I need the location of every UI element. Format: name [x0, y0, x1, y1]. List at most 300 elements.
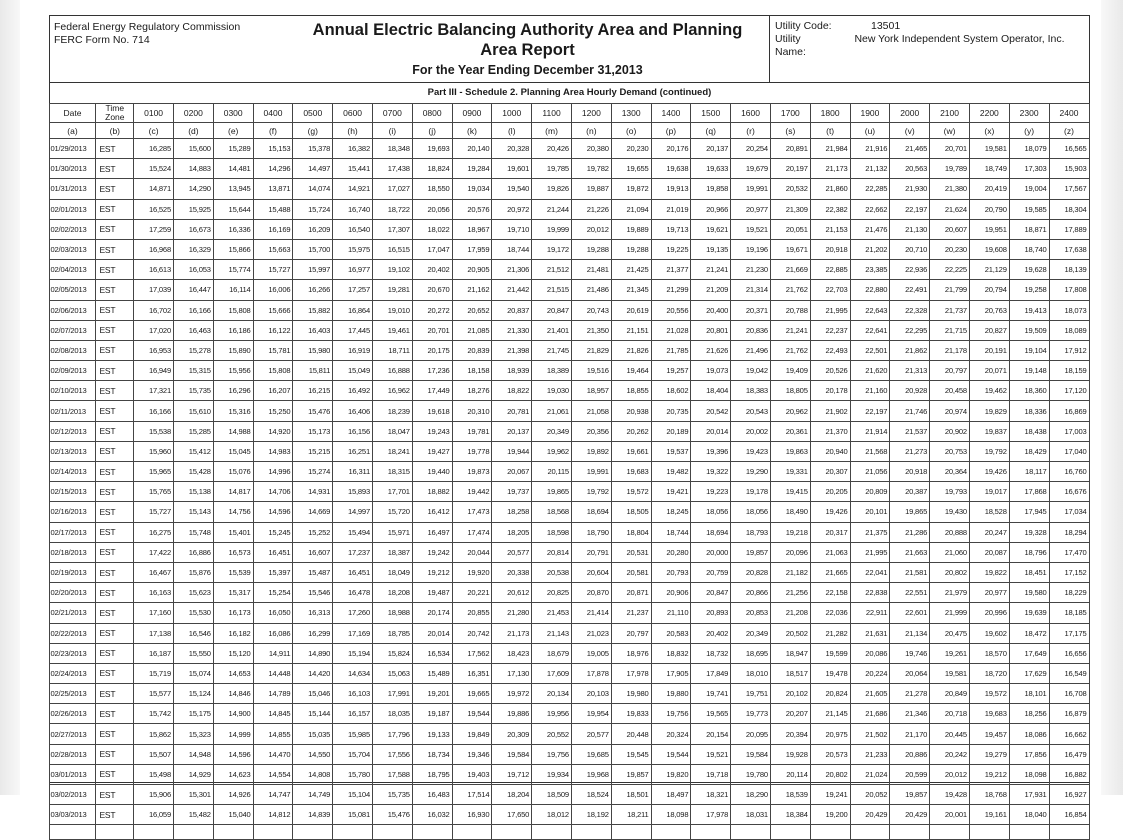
- demand-cell: 19,544: [452, 704, 492, 724]
- utility-code-label: Utility Code:: [775, 20, 832, 32]
- demand-cell: 20,797: [611, 623, 651, 643]
- empty-cell: [890, 825, 930, 840]
- demand-cell: 15,742: [134, 704, 174, 724]
- demand-cell: 20,975: [810, 724, 850, 744]
- demand-cell: 20,317: [810, 522, 850, 542]
- demand-cell: 20,189: [651, 421, 691, 441]
- demand-cell: 19,972: [492, 684, 532, 704]
- time-zone-cell: EST: [96, 260, 134, 280]
- demand-cell: 15,765: [134, 482, 174, 502]
- date-cell: 02/20/2013: [49, 583, 96, 603]
- demand-cell: 20,394: [770, 724, 810, 744]
- date-cell: 02/04/2013: [49, 260, 96, 280]
- demand-cell: 22,225: [930, 260, 970, 280]
- demand-cell: 21,476: [850, 219, 890, 239]
- demand-cell: 15,144: [293, 704, 333, 724]
- demand-cell: 20,763: [969, 300, 1009, 320]
- demand-cell: 16,854: [1049, 805, 1089, 825]
- demand-cell: 20,419: [969, 179, 1009, 199]
- demand-cell: 14,074: [293, 179, 333, 199]
- column-header: 2400: [1049, 104, 1089, 123]
- demand-cell: 20,753: [930, 441, 970, 461]
- demand-cell: 20,619: [611, 300, 651, 320]
- table-row: [49, 340, 1089, 360]
- demand-cell: 20,371: [731, 300, 771, 320]
- demand-cell: 15,175: [173, 704, 213, 724]
- demand-cell: 19,212: [969, 764, 1009, 784]
- demand-cell: 19,196: [731, 239, 771, 259]
- demand-cell: 19,822: [969, 562, 1009, 582]
- demand-cell: 21,170: [890, 724, 930, 744]
- demand-cell: 19,718: [691, 764, 731, 784]
- demand-cell: 17,236: [412, 361, 452, 381]
- demand-cell: 16,186: [213, 320, 253, 340]
- demand-cell: 14,554: [253, 764, 293, 784]
- demand-cell: 20,809: [850, 482, 890, 502]
- empty-cell: [412, 825, 452, 840]
- demand-cell: 15,317: [213, 583, 253, 603]
- demand-cell: 18,988: [372, 603, 412, 623]
- demand-cell: 16,285: [134, 139, 174, 159]
- demand-cell: 15,960: [134, 441, 174, 461]
- demand-cell: 16,032: [412, 805, 452, 825]
- demand-cell: 18,939: [492, 361, 532, 381]
- demand-cell: 19,608: [969, 239, 1009, 259]
- demand-cell: 19,661: [611, 441, 651, 461]
- demand-cell: 15,862: [134, 724, 174, 744]
- demand-cell: 14,749: [293, 785, 333, 805]
- demand-cell: 18,570: [969, 643, 1009, 663]
- empty-cell: [173, 825, 213, 840]
- demand-cell: 17,588: [372, 764, 412, 784]
- demand-cell: 15,046: [293, 684, 333, 704]
- demand-cell: 19,102: [372, 260, 412, 280]
- demand-cell: 21,143: [532, 623, 572, 643]
- demand-cell: 19,178: [731, 482, 771, 502]
- demand-cell: 19,954: [571, 704, 611, 724]
- demand-cell: 20,205: [810, 482, 850, 502]
- date-cell: 03/02/2013: [49, 785, 96, 805]
- demand-cell: 19,685: [571, 744, 611, 764]
- column-letter: (v): [890, 123, 930, 139]
- demand-cell: 18,208: [372, 583, 412, 603]
- demand-cell: 21,686: [850, 704, 890, 724]
- demand-cell: 20,087: [969, 542, 1009, 562]
- demand-cell: 19,288: [571, 239, 611, 259]
- demand-cell: 14,999: [213, 724, 253, 744]
- demand-cell: 19,693: [412, 139, 452, 159]
- demand-cell: 19,581: [969, 139, 1009, 159]
- date-cell: 03/03/2013: [49, 805, 96, 825]
- demand-cell: 16,122: [253, 320, 293, 340]
- demand-cell: 18,159: [1049, 361, 1089, 381]
- demand-cell: 16,702: [134, 300, 174, 320]
- demand-cell: 20,556: [651, 300, 691, 320]
- demand-cell: 18,056: [731, 502, 771, 522]
- demand-cell: 17,638: [1049, 239, 1089, 259]
- demand-cell: 19,462: [969, 381, 1009, 401]
- demand-cell: 19,712: [492, 764, 532, 784]
- demand-cell: 22,197: [890, 199, 930, 219]
- time-zone-cell: EST: [96, 462, 134, 482]
- demand-cell: 20,710: [890, 239, 930, 259]
- demand-cell: 15,245: [253, 522, 293, 542]
- demand-cell: 19,887: [571, 179, 611, 199]
- demand-cell: 18,749: [969, 159, 1009, 179]
- demand-cell: 15,323: [173, 724, 213, 744]
- demand-cell: 19,331: [770, 462, 810, 482]
- demand-cell: 20,607: [930, 219, 970, 239]
- empty-cell: [810, 825, 850, 840]
- demand-cell: 19,427: [412, 441, 452, 461]
- demand-cell: 21,375: [850, 522, 890, 542]
- demand-cell: 18,793: [731, 522, 771, 542]
- empty-cell: [969, 825, 1009, 840]
- table-row: [49, 724, 1089, 744]
- demand-cell: 18,276: [452, 381, 492, 401]
- demand-cell: 20,977: [731, 199, 771, 219]
- demand-cell: 21,028: [651, 320, 691, 340]
- demand-cell: 16,879: [1049, 704, 1089, 724]
- time-zone-cell: EST: [96, 139, 134, 159]
- demand-cell: 18,205: [492, 522, 532, 542]
- demand-cell: 16,886: [173, 542, 213, 562]
- table-row: [49, 522, 1089, 542]
- column-header: 1900: [850, 104, 890, 123]
- demand-cell: 15,254: [253, 583, 293, 603]
- demand-cell: 17,856: [1009, 744, 1049, 764]
- demand-cell: 16,573: [213, 542, 253, 562]
- demand-cell: 20,604: [571, 562, 611, 582]
- demand-cell: 20,599: [890, 764, 930, 784]
- ferc-form-page: [49, 15, 1090, 820]
- demand-cell: 18,804: [611, 522, 651, 542]
- demand-cell: 20,014: [412, 623, 452, 643]
- demand-cell: 19,288: [611, 239, 651, 259]
- demand-cell: 14,296: [253, 159, 293, 179]
- column-letter: (g): [293, 123, 333, 139]
- demand-cell: 19,516: [571, 361, 611, 381]
- demand-cell: 18,321: [691, 785, 731, 805]
- demand-cell: 15,546: [293, 583, 333, 603]
- demand-cell: 21,663: [890, 542, 930, 562]
- demand-cell: 19,889: [611, 219, 651, 239]
- demand-cell: 21,273: [890, 441, 930, 461]
- demand-cell: 20,064: [890, 663, 930, 683]
- demand-cell: 20,905: [452, 260, 492, 280]
- demand-cell: 20,402: [412, 260, 452, 280]
- time-zone-cell: EST: [96, 179, 134, 199]
- demand-cell: 15,903: [1049, 159, 1089, 179]
- demand-cell: 18,438: [1009, 421, 1049, 441]
- demand-cell: 20,262: [611, 421, 651, 441]
- demand-cell: 20,000: [691, 542, 731, 562]
- demand-cell: 16,525: [134, 199, 174, 219]
- demand-cell: 16,207: [253, 381, 293, 401]
- time-zone-cell: EST: [96, 340, 134, 360]
- demand-cell: 20,221: [452, 583, 492, 603]
- demand-cell: 20,224: [850, 663, 890, 683]
- demand-cell: 18,360: [1009, 381, 1049, 401]
- demand-cell: 19,328: [1009, 522, 1049, 542]
- demand-cell: 19,565: [691, 704, 731, 724]
- demand-cell: 15,780: [333, 764, 373, 784]
- date-cell: 02/07/2013: [49, 320, 96, 340]
- demand-cell: 21,999: [930, 603, 970, 623]
- demand-cell: 21,370: [810, 421, 850, 441]
- demand-cell: 19,034: [452, 179, 492, 199]
- time-zone-cell: EST: [96, 764, 134, 784]
- demand-cell: 16,163: [134, 583, 174, 603]
- demand-cell: 19,781: [452, 421, 492, 441]
- demand-cell: 20,328: [492, 139, 532, 159]
- demand-cell: 20,002: [731, 421, 771, 441]
- demand-cell: 20,790: [969, 199, 1009, 219]
- demand-cell: 21,286: [890, 522, 930, 542]
- demand-cell: 19,290: [731, 462, 771, 482]
- demand-cell: 19,751: [731, 684, 771, 704]
- demand-cell: 15,081: [333, 805, 373, 825]
- demand-cell: 20,426: [532, 139, 572, 159]
- date-cell: 02/11/2013: [49, 401, 96, 421]
- demand-cell: 20,402: [691, 623, 731, 643]
- demand-cell: 19,442: [452, 482, 492, 502]
- demand-cell: 21,465: [890, 139, 930, 159]
- demand-cell: 18,805: [770, 381, 810, 401]
- demand-cell: 14,448: [253, 663, 293, 683]
- demand-cell: 16,534: [412, 643, 452, 663]
- demand-cell: 18,117: [1009, 462, 1049, 482]
- demand-cell: 19,886: [492, 704, 532, 724]
- demand-cell: 20,701: [412, 320, 452, 340]
- demand-cell: 21,995: [810, 300, 850, 320]
- demand-cell: 15,975: [333, 239, 373, 259]
- demand-cell: 15,735: [173, 381, 213, 401]
- scan-margin-right: [1101, 0, 1123, 795]
- demand-cell: 21,453: [532, 603, 572, 623]
- date-cell: 02/28/2013: [49, 744, 96, 764]
- demand-cell: 18,086: [1009, 724, 1049, 744]
- table-row: [49, 219, 1089, 239]
- demand-cell: 20,759: [691, 562, 731, 582]
- demand-cell: 22,382: [810, 199, 850, 219]
- date-cell: 01/31/2013: [49, 179, 96, 199]
- demand-cell: 21,377: [651, 260, 691, 280]
- demand-cell: 21,129: [969, 260, 1009, 280]
- demand-cell: 19,010: [372, 300, 412, 320]
- empty-cell: [731, 825, 771, 840]
- demand-cell: 17,321: [134, 381, 174, 401]
- demand-cell: 17,649: [1009, 643, 1049, 663]
- demand-cell: 21,233: [850, 744, 890, 764]
- demand-cell: 14,890: [293, 643, 333, 663]
- demand-cell: 15,035: [293, 724, 333, 744]
- demand-cell: 19,243: [412, 421, 452, 441]
- demand-cell: 19,638: [651, 159, 691, 179]
- demand-cell: 20,134: [532, 684, 572, 704]
- demand-cell: 20,272: [412, 300, 452, 320]
- demand-cell: 16,968: [134, 239, 174, 259]
- demand-cell: 21,401: [532, 320, 572, 340]
- demand-cell: 18,796: [1009, 542, 1049, 562]
- demand-cell: 20,001: [930, 805, 970, 825]
- column-header: 0100: [134, 104, 174, 123]
- demand-cell: 18,241: [372, 441, 412, 461]
- date-cell: 01/30/2013: [49, 159, 96, 179]
- demand-cell: 20,962: [770, 401, 810, 421]
- demand-cell: 14,983: [253, 441, 293, 461]
- demand-cell: 19,793: [930, 482, 970, 502]
- demand-cell: 21,715: [930, 320, 970, 340]
- column-header: 1500: [691, 104, 731, 123]
- demand-cell: 20,581: [611, 562, 651, 582]
- demand-cell: 17,474: [452, 522, 492, 542]
- demand-cell: 21,581: [890, 562, 930, 582]
- demand-cell: 15,040: [213, 805, 253, 825]
- table-row: [49, 381, 1089, 401]
- table-row: [49, 159, 1089, 179]
- date-cell: 02/18/2013: [49, 542, 96, 562]
- demand-cell: 17,120: [1049, 381, 1089, 401]
- demand-cell: 18,404: [691, 381, 731, 401]
- demand-cell: 20,940: [810, 441, 850, 461]
- demand-cell: 17,849: [691, 663, 731, 683]
- demand-cell: 21,502: [850, 724, 890, 744]
- demand-cell: 18,315: [372, 462, 412, 482]
- column-letter: (h): [333, 123, 373, 139]
- demand-cell: 20,140: [452, 139, 492, 159]
- demand-cell: 19,415: [770, 482, 810, 502]
- demand-cell: 19,639: [1009, 603, 1049, 623]
- demand-cell: 20,115: [532, 462, 572, 482]
- empty-cell: [1009, 825, 1049, 840]
- demand-cell: 16,613: [134, 260, 174, 280]
- demand-cell: 15,700: [293, 239, 333, 259]
- demand-cell: 21,486: [571, 280, 611, 300]
- demand-cell: 21,226: [571, 199, 611, 219]
- demand-cell: 15,138: [173, 482, 213, 502]
- table-row: [49, 623, 1089, 643]
- demand-cell: 16,336: [213, 219, 253, 239]
- demand-cell: 15,727: [134, 502, 174, 522]
- demand-cell: 21,256: [770, 583, 810, 603]
- demand-cell: 17,438: [372, 159, 412, 179]
- demand-cell: 19,409: [770, 361, 810, 381]
- demand-cell: 21,134: [890, 623, 930, 643]
- demand-cell: 18,528: [969, 502, 1009, 522]
- demand-cell: 20,012: [930, 764, 970, 784]
- demand-cell: 21,350: [571, 320, 611, 340]
- date-cell: 02/26/2013: [49, 704, 96, 724]
- demand-cell: 14,845: [253, 704, 293, 724]
- report-title-line2: Area Report: [480, 41, 575, 59]
- demand-cell: 15,143: [173, 502, 213, 522]
- demand-cell: 19,521: [731, 219, 771, 239]
- demand-cell: 22,197: [850, 401, 890, 421]
- demand-cell: 14,669: [293, 502, 333, 522]
- demand-cell: 15,278: [173, 340, 213, 360]
- demand-cell: 21,230: [731, 260, 771, 280]
- demand-cell: 19,457: [969, 724, 1009, 744]
- demand-cell: 18,768: [969, 785, 1009, 805]
- demand-cell: 17,978: [691, 805, 731, 825]
- demand-cell: 20,918: [890, 462, 930, 482]
- demand-cell: 18,472: [1009, 623, 1049, 643]
- demand-cell: 19,628: [1009, 260, 1049, 280]
- demand-cell: 19,135: [691, 239, 731, 259]
- demand-cell: 15,428: [173, 462, 213, 482]
- demand-cell: 16,169: [253, 219, 293, 239]
- empty-cell: [134, 825, 174, 840]
- demand-cell: 17,237: [333, 542, 373, 562]
- demand-cell: 21,620: [850, 361, 890, 381]
- demand-cell: 22,641: [850, 320, 890, 340]
- demand-cell: 16,266: [293, 280, 333, 300]
- demand-cell: 19,873: [452, 462, 492, 482]
- demand-cell: 14,997: [333, 502, 373, 522]
- empty-cell: [213, 825, 253, 840]
- demand-cell: 15,215: [293, 441, 333, 461]
- demand-cell: 20,977: [969, 583, 1009, 603]
- demand-cell: 18,824: [412, 159, 452, 179]
- demand-cell: 21,132: [850, 159, 890, 179]
- demand-cell: 18,517: [770, 663, 810, 683]
- table-row: [49, 704, 1089, 724]
- column-header: 2200: [969, 104, 1009, 123]
- schedule-title: Part III - Schedule 2. Planning Area Hourly Demand (continued): [50, 83, 1089, 104]
- demand-cell: 19,710: [492, 219, 532, 239]
- demand-cell: 16,869: [1049, 401, 1089, 421]
- table-row: [49, 421, 1089, 441]
- demand-cell: 20,542: [691, 401, 731, 421]
- demand-cell: 21,737: [930, 300, 970, 320]
- demand-cell: 17,473: [452, 502, 492, 522]
- demand-cell: 15,965: [134, 462, 174, 482]
- demand-cell: 18,229: [1049, 583, 1089, 603]
- demand-cell: 15,600: [173, 139, 213, 159]
- demand-cell: 20,847: [691, 583, 731, 603]
- demand-cell: 14,756: [213, 502, 253, 522]
- demand-cell: 22,662: [850, 199, 890, 219]
- demand-cell: 20,781: [492, 401, 532, 421]
- demand-cell: 16,006: [253, 280, 293, 300]
- column-letter: (y): [1009, 123, 1049, 139]
- demand-cell: 14,634: [333, 663, 373, 683]
- date-cell: 03/01/2013: [49, 764, 96, 784]
- demand-cell: 19,440: [412, 462, 452, 482]
- demand-cell: 19,858: [691, 179, 731, 199]
- column-header: 0300: [213, 104, 253, 123]
- demand-cell: 16,740: [333, 199, 373, 219]
- column-header: 1800: [810, 104, 850, 123]
- demand-cell: 15,824: [372, 643, 412, 663]
- demand-cell: 16,451: [253, 542, 293, 562]
- column-header: 0900: [452, 104, 492, 123]
- demand-cell: 15,610: [173, 401, 213, 421]
- demand-cell: 20,102: [770, 684, 810, 704]
- demand-cell: 19,863: [770, 441, 810, 461]
- demand-cell: 16,412: [412, 502, 452, 522]
- demand-cell: 20,361: [770, 421, 810, 441]
- demand-cell: 14,921: [333, 179, 373, 199]
- demand-cell: 18,976: [611, 643, 651, 663]
- demand-cell: 15,250: [253, 401, 293, 421]
- demand-cell: 15,476: [293, 401, 333, 421]
- demand-cell: 19,426: [969, 462, 1009, 482]
- demand-cell: 15,663: [253, 239, 293, 259]
- demand-cell: 14,920: [253, 421, 293, 441]
- demand-cell: 16,949: [134, 361, 174, 381]
